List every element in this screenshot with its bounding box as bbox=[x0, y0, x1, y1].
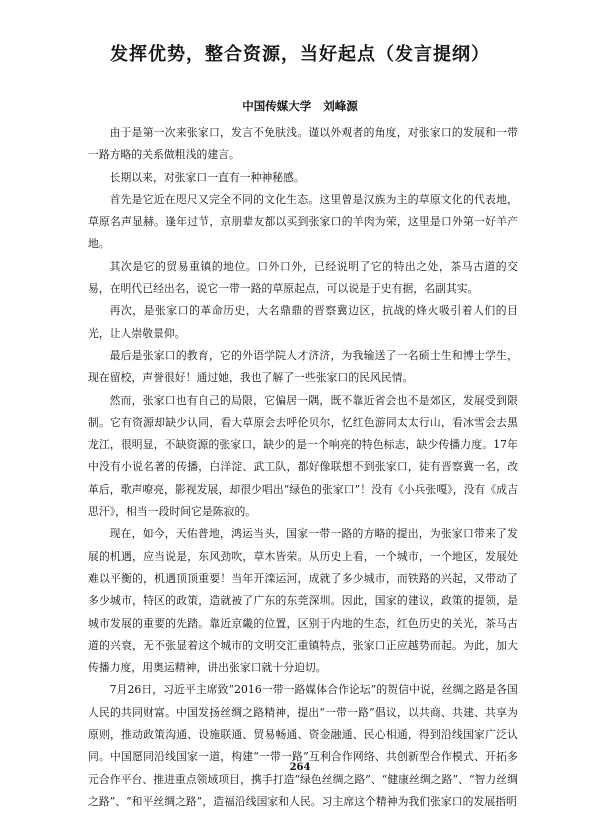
author-line bbox=[0, 98, 600, 114]
paragraph: 长期以来，对张家口一直有一种神秘感。 bbox=[109, 170, 305, 184]
author-affiliation: 中国传媒大学 bbox=[242, 99, 312, 113]
body-text bbox=[88, 122, 518, 813]
paragraph: 由于是第一次来张家口，发言不免肤浅。谨以外观者的角度，对张家口的发展和一带一路方略的关系做粗浅的建言。 bbox=[88, 126, 518, 162]
paragraph: 再次，是张家口的革命历史，大名鼎鼎的晋察冀边区，抗战的烽火吸引着人们的目光，让人崇敬景仰。 bbox=[88, 304, 518, 340]
author-name: 刘峰源 bbox=[323, 99, 358, 113]
page-title: 发挥优势，整合资源，当好起点（发言提纲） bbox=[110, 44, 490, 65]
paragraph: 首先是它近在咫尺又完全不同的文化生态。这里曾是汉族为主的草原文化的代表地，草原名声显赫。逢年过节，京朋辈友都以买到张家口的羊肉为荣，这里是口外第一好羊产地。 bbox=[88, 192, 518, 251]
page-number: 264 bbox=[289, 762, 311, 773]
paragraph: 其次是它的贸易重镇的地位。口外口外，已经说明了它的特出之处，茶马古道的交易，在明代已经出名，说它一带一路的草原起点，可以说是于史有据，名副其实。 bbox=[88, 259, 518, 296]
paragraph: 现在，如今，天佑普地，鸿运当头，国家一带一路的方略的提出，为张家口带来了发展的机遇，应当说是，东风劲吹，草木皆荣。从历史上看，一个城市，一个地区，发展处难以平衡的，机遇顶顶重要！当年开滦运河，成就了多少城市，而铁路的兴起，又带动了多少城市，特区的政策，造就被了广东的东莞深圳。因此，国家的建议，政策的提领，是城市发展的重要的先踏。靠近京畿的位置，区别于内地的生态，红色历史的关光，茶马古道的兴衰，无不张显着这个城市的文明交汇重镇特点，张家口正应越势而起。为此，加大传播力度，用奥运精神，讲出张家口就十分迫切。 bbox=[88, 527, 518, 675]
paragraph: 最后是张家口的教育，它的外语学院人才济济，为我输送了一名硕士生和博士学生，现在留校，声誉很好！通过她，我也了解了一些张家口的民风民情。 bbox=[88, 348, 518, 385]
paragraph: 7月26日，习近平主席致“2016一带一路媒体合作论坛”的贺信中说，丝绸之路是各国人民的共同财富。中国发扬丝绸之路精神，提出“一带一路”倡议，以共商、共建、共享为原则，推动政策沟通、设施联通、贸易畅通、资金融通、民心相通，得到沿线国家广泛认同。中国愿同沿线国家一道，构建“一带一路”互利合作网络、共创新型合作模式、开拓多元合作平台、推进重点领域项目，携手打造“绿色丝绸之路”、“健康丝绸之路”、“智力丝绸之路”、“和平丝绸之路”，造福沿线国家和人民。习主席这个精神为我们张家口的发展指明 bbox=[88, 683, 518, 808]
paragraph: 然而，张家口也有自己的局限，它偏居一隅，既不靠近省会也不是郊区，发展受到限制。它有资源却缺少认同，看大草原会去呼伦贝尔，忆红色游同太太行山，看冰雪会去黑龙江，很明显，不缺资源的张家口，缺少的是一个响亮的特色标志，缺少传播力度。17年中没有小说名著的传播，白洋淀、武工队，都好像联想不到张家口，徒有晋察冀一名，改革后，歌声嘹亮，影视发展，却很少唱出“绿色的张家口”！没有《小兵张嘎》，没有《成吉思汗》，相当一段时间它是陈寂的。 bbox=[88, 393, 518, 519]
